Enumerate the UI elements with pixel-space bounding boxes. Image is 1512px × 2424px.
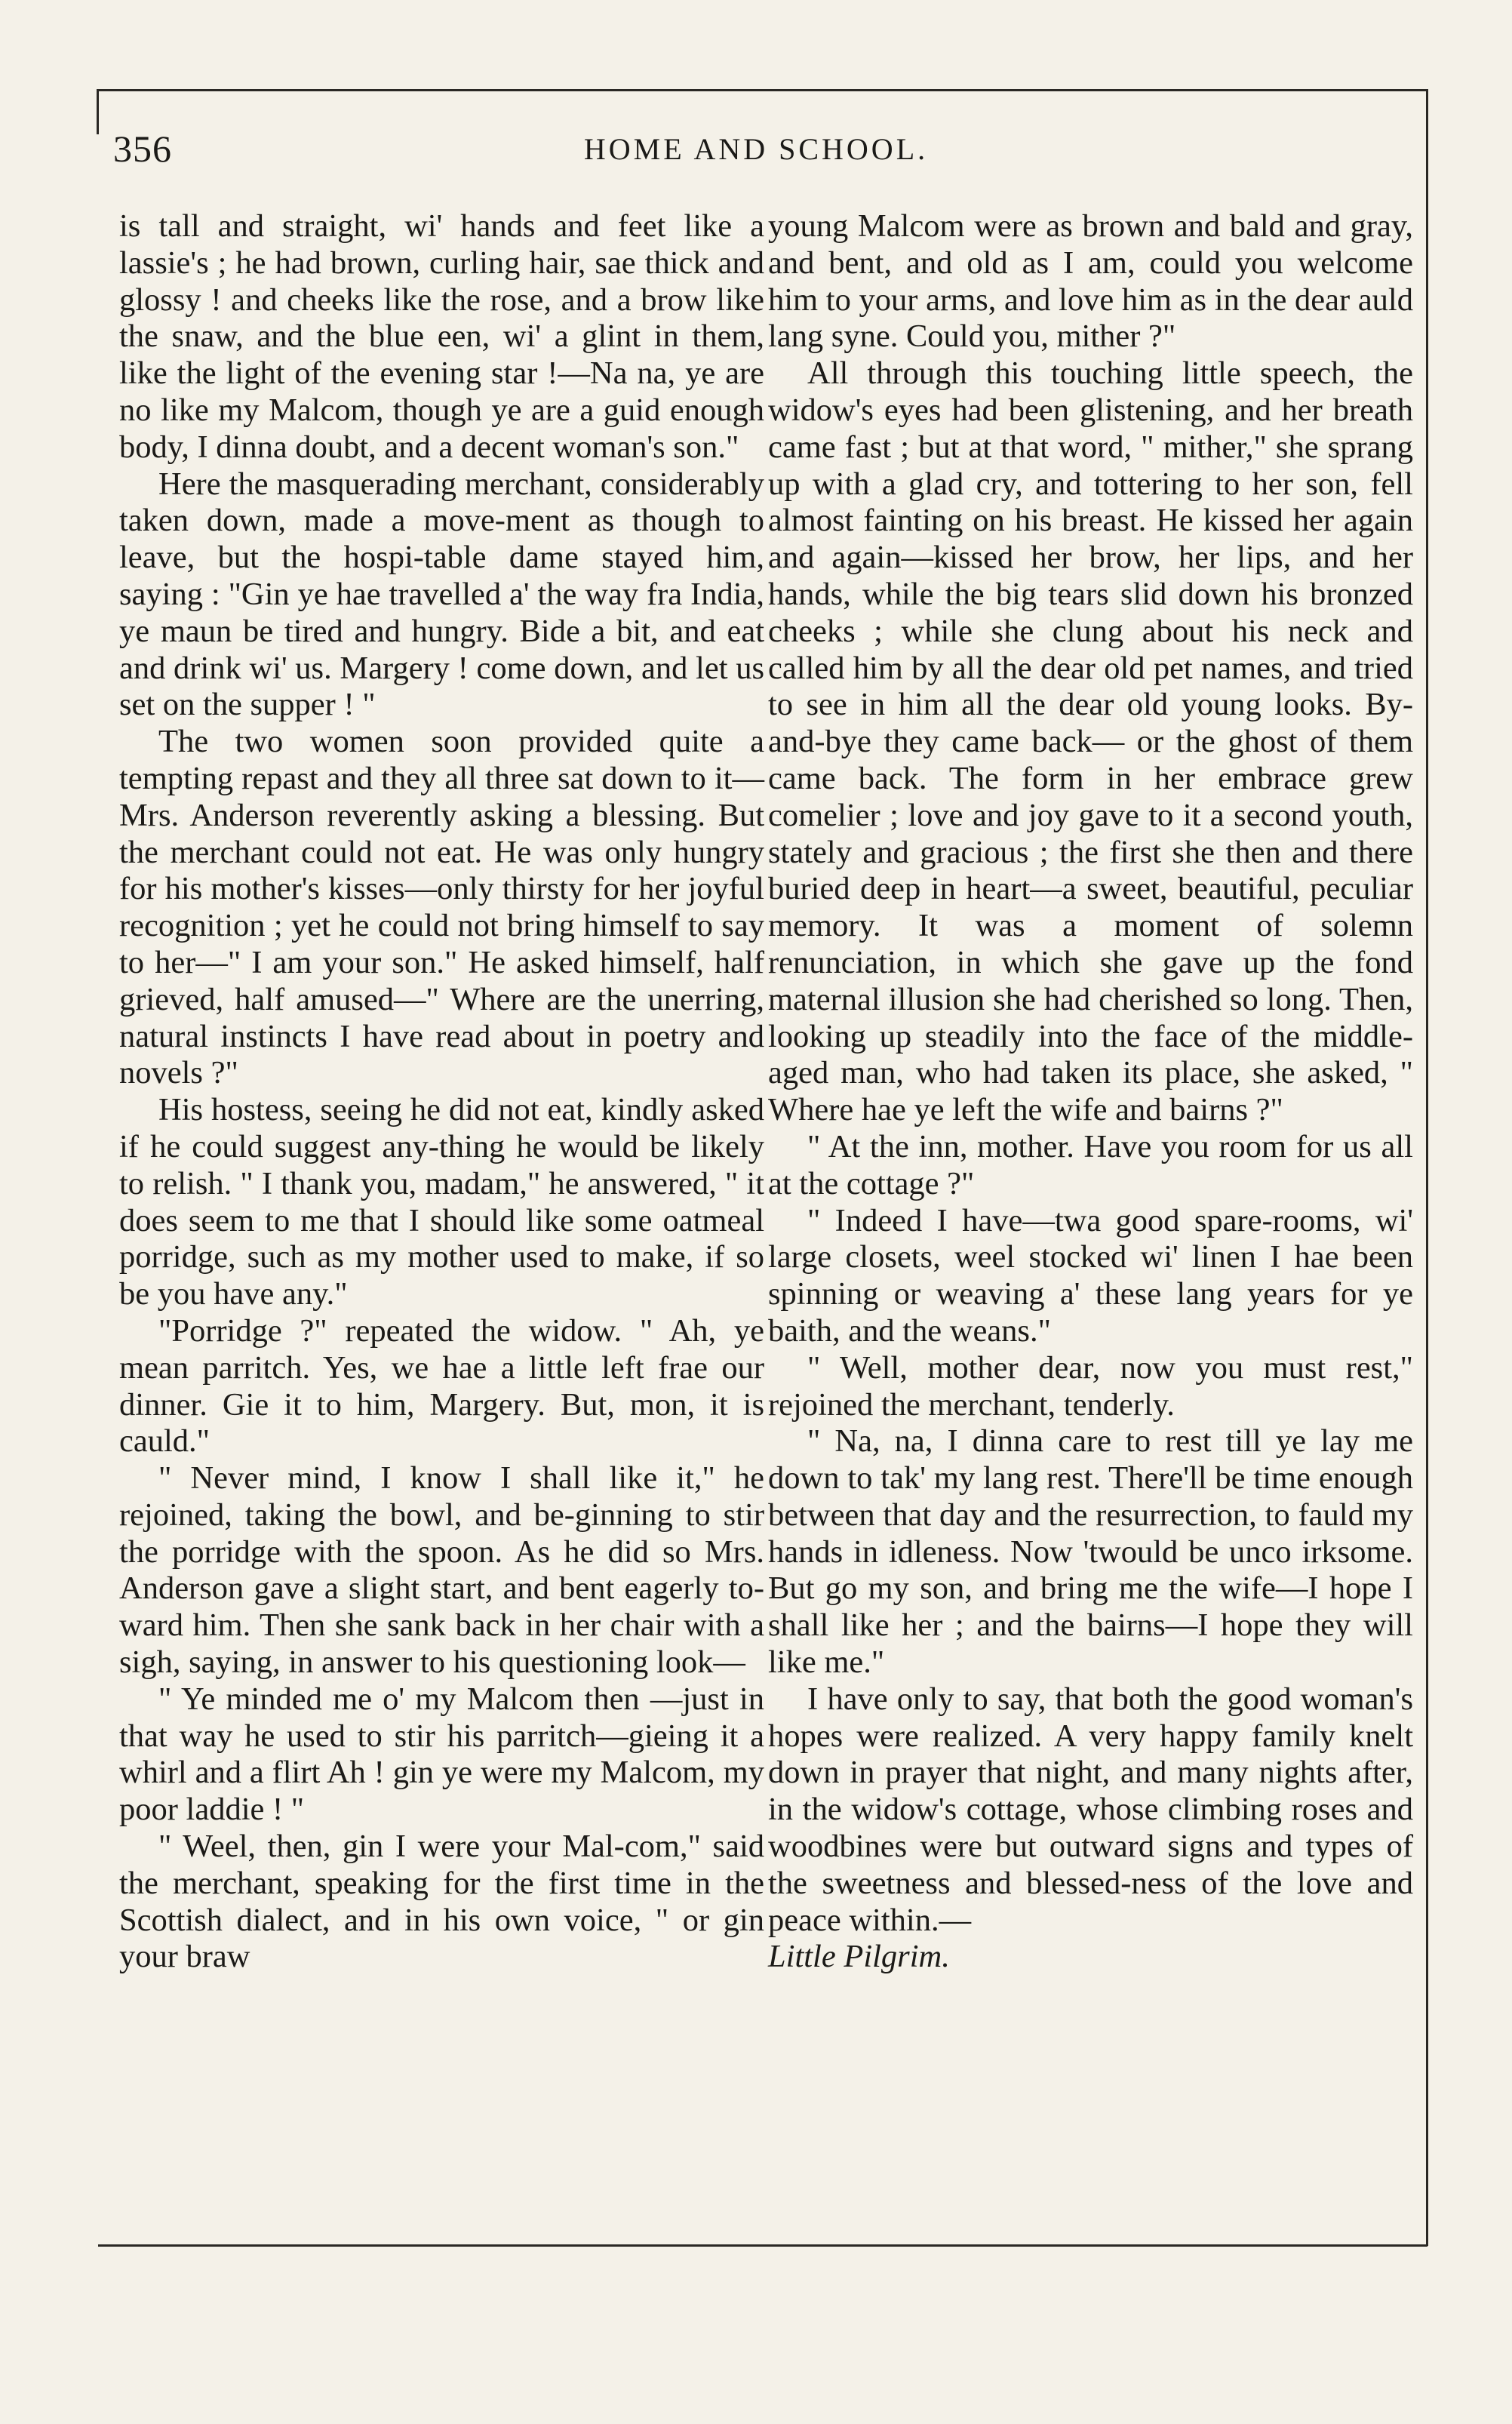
paragraph: is tall and straight, wi' hands and feet like a lassie's ; he had brown, curling hair, sae thick and glossy ! and cheeks like the rose, and a brow like the snaw, and the blue een, wi' a glint in them, like the light of the evening star !—Na na, ye are no like my Malcom, though ye are a guid enough body, I dinna doubt, and a decent woman's son." bbox=[119, 208, 764, 465]
running-title: HOME AND SCHOOL. bbox=[583, 132, 929, 166]
paragraph: " At the inn, mother. Have you room for us all at the cottage ?" bbox=[768, 1128, 1413, 1201]
paragraph: All through this touching little speech, the widow's eyes had been glistening, and her breath came fast ; but at that word, " mither," she sprang up with a glad cry, and tottering to her son, fell almost fainting on his breast. He kissed her again and again—kissed her brow, her lips, and her hands, while the big tears slid down his bronzed cheeks ; while she clung about his neck and called him by all the dear old pet names, and tried to see in him all the dear old young looks. By-and-bye they came back— or the ghost of them came back. The form in her embrace grew comelier ; love and joy gave to it a second youth, stately and gracious ; the first she then and there buried deep in heart—a sweet, beautiful, peculiar memory. It was a moment of solemn renunciation, in which she gave up the fond maternal illusion she had cherished so long. Then, looking up steadily into the face of the middle-aged man, who had taken its place, she asked, " Where hae ye left the wife and bairns ?" bbox=[768, 355, 1413, 1128]
paragraph: "Porridge ?" repeated the widow. " Ah, ye mean parritch. Yes, we hae a little left frae our dinner. Gie it to him, Margery. But, mon, it is cauld." bbox=[119, 1312, 764, 1460]
bottom-rule bbox=[98, 2244, 1427, 2247]
paragraph: " Ye minded me o' my Malcom then —just in that way he used to stir his parritch—gieing it a whirl and a flirt Ah ! gin ye were my Malcom, my poor laddie ! " bbox=[119, 1681, 764, 1828]
right-rule bbox=[1426, 89, 1428, 2246]
paragraph: " Indeed I have—twa good spare-rooms, wi' large closets, weel stocked wi' linen I hae been spinning or weaving a' these lang years for ye baith, and the weans." bbox=[768, 1202, 1413, 1349]
paragraph: " Well, mother dear, now you must rest," rejoined the merchant, tenderly. bbox=[768, 1349, 1413, 1423]
top-rule bbox=[98, 89, 1427, 91]
paragraph: His hostess, seeing he did not eat, kindly asked if he could suggest any-thing he would be likely to relish. " I thank you, madam," he answered, " it does seem to me that I should like some oatmeal porridge, such as my mother used to make, if so be you have any." bbox=[119, 1092, 764, 1312]
left-column bbox=[119, 208, 764, 1976]
paragraph: " Na, na, I dinna care to rest till ye lay me down to tak' my lang rest. There'll be time enough between that day and the resurrection, to fauld my hands in idleness. Now 'twould be unco irksome. But go my son, and bring me the wife—I hope I shall like her ; and the bairns—I hope they will like me." bbox=[768, 1423, 1413, 1681]
attribution-source: Little Pilgrim. bbox=[768, 1939, 950, 1975]
right-column bbox=[768, 208, 1413, 1976]
page-number: 356 bbox=[113, 128, 172, 170]
paragraph: I have only to say, that both the good woman's hopes were realized. A very happy family knelt down in prayer that night, and many nights after, in the widow's cottage, whose climbing roses and woodbines were but outward signs and types of the sweetness and blessed-ness of the love and peace within.— bbox=[768, 1681, 1413, 1938]
left-rule bbox=[97, 89, 99, 134]
paragraph: young Malcom were as brown and bald and gray, and bent, and old as I am, could you welcome him to your arms, and love him as in the dear auld lang syne. Could you, mither ?" bbox=[768, 208, 1413, 355]
paragraph: Here the masquerading merchant, considerably taken down, made a move-ment as though to leave, but the hospi-table dame stayed him, saying : "Gin ye hae travelled a' the way fra India, ye maun be tired and hungry. Bide a bit, and eat and drink wi' us. Margery ! come down, and let us set on the supper ! " bbox=[119, 466, 764, 723]
paragraph: " Weel, then, gin I were your Mal-com," said the merchant, speaking for the first time in the Scottish dialect, and in his own voice, " or gin your braw bbox=[119, 1829, 764, 1975]
paragraph: " Never mind, I know I shall like it," he rejoined, taking the bowl, and be-ginning to stir the porridge with the spoon. As he did so Mrs. Anderson gave a slight start, and bent eagerly to-ward him. Then she sank back in her chair with a sigh, saying, in answer to his questioning look— bbox=[119, 1460, 764, 1681]
attribution bbox=[768, 1939, 1413, 1976]
paragraph: The two women soon provided quite a tempting repast and they all three sat down to it—Mrs. Anderson reverently asking a blessing. But the merchant could not eat. He was only hungry for his mother's kisses—only thirsty for her joyful recognition ; yet he could not bring himself to say to her—" I am your son." He asked himself, half grieved, half amused—" Where are the unerring, natural instincts I have read about in poetry and novels ?" bbox=[119, 724, 764, 1091]
